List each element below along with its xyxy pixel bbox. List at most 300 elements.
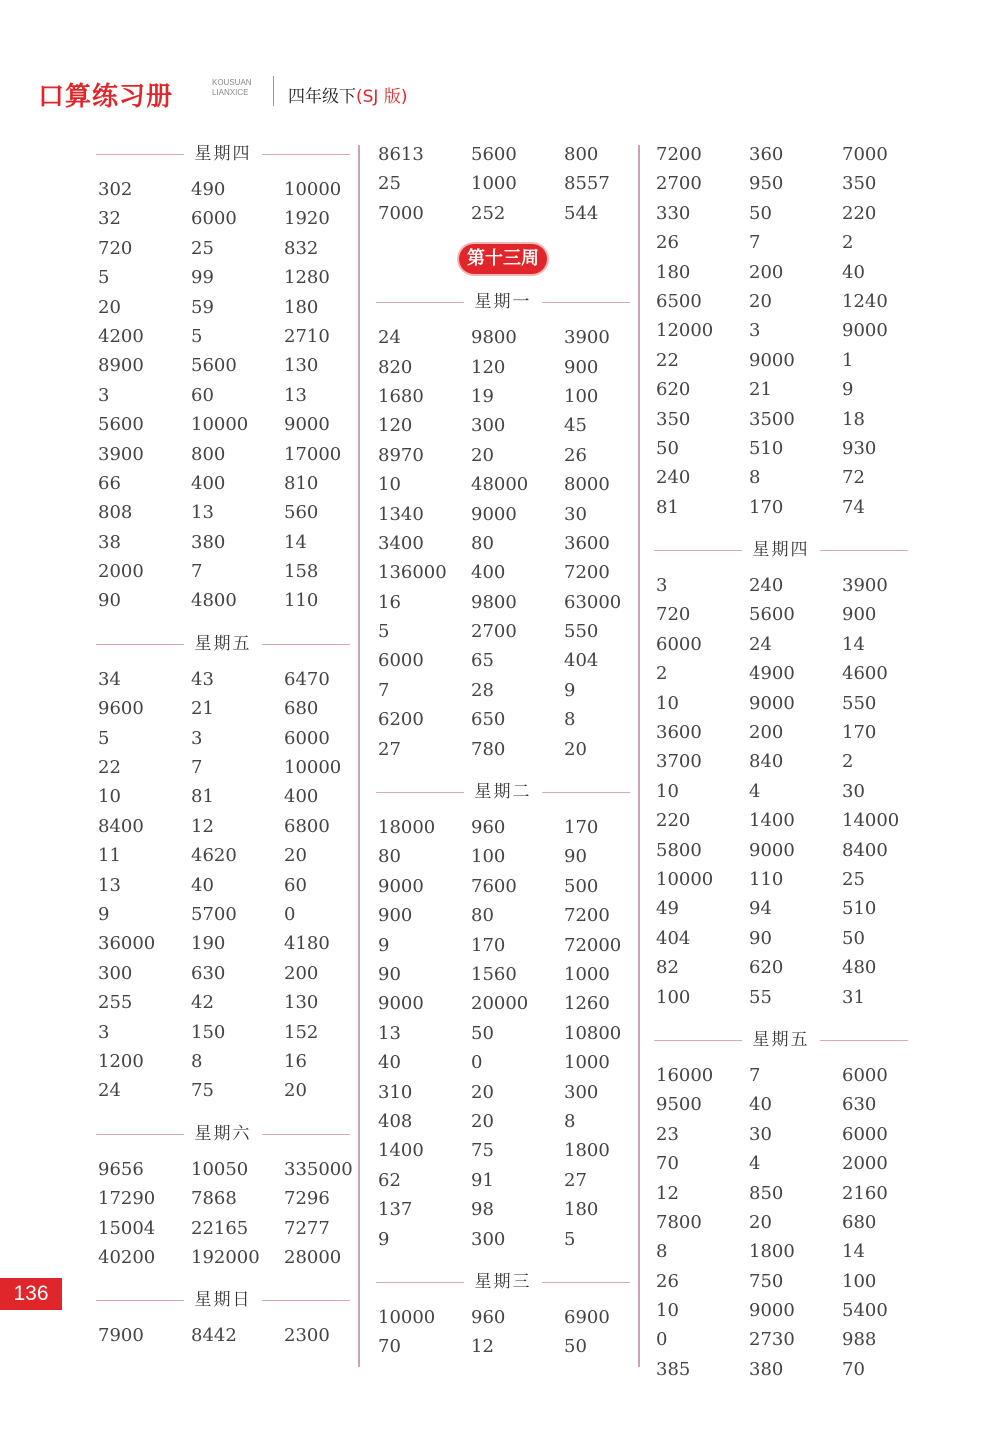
answer-cell: 7868 <box>191 1188 237 1210</box>
answer-cell: 560 <box>284 502 319 524</box>
answer-cell: 110 <box>284 590 319 612</box>
answer-row <box>650 924 912 953</box>
answer-cell: 28000 <box>284 1246 342 1268</box>
answer-cell: 18 <box>842 408 865 430</box>
answer-row <box>92 724 354 753</box>
answer-cell: 6900 <box>564 1306 610 1328</box>
answer-cell: 544 <box>564 202 599 224</box>
answer-cell: 20 <box>284 1080 307 1102</box>
answer-row <box>372 989 634 1018</box>
answer-cell: 90 <box>378 963 401 985</box>
answer-cell: 40 <box>378 1052 401 1074</box>
answer-row <box>92 1155 354 1184</box>
answer-cell: 120 <box>378 415 413 437</box>
day-heading-label: 星期四 <box>194 144 252 164</box>
day-heading <box>372 1268 634 1297</box>
answer-cell: 12000 <box>656 320 714 342</box>
answer-cell: 1680 <box>378 385 424 407</box>
answer-row <box>92 959 354 988</box>
answer-cell: 800 <box>191 443 226 465</box>
answer-row <box>650 865 912 894</box>
answer-cell: 50 <box>471 1022 494 1044</box>
answer-cell: 6470 <box>284 668 330 690</box>
answer-row <box>372 500 634 529</box>
answer-row <box>92 498 354 527</box>
answer-row <box>650 140 912 169</box>
answer-cell: 930 <box>842 437 877 459</box>
spacer <box>372 1254 634 1268</box>
answer-row <box>92 694 354 723</box>
answer-cell: 9600 <box>98 698 144 720</box>
answer-cell: 8613 <box>378 144 424 165</box>
answer-cell: 50 <box>564 1336 587 1358</box>
answer-cell: 7600 <box>471 875 517 897</box>
answer-cell: 23 <box>656 1123 679 1145</box>
day-heading-label: 星期五 <box>752 1029 810 1050</box>
answer-row <box>650 836 912 865</box>
answer-row <box>650 434 912 463</box>
answer-cell: 4900 <box>749 663 795 685</box>
answer-cell: 3 <box>98 1021 110 1043</box>
answer-cell: 680 <box>284 698 319 720</box>
answer-cell: 5 <box>98 267 110 289</box>
answer-cell: 4620 <box>191 845 237 867</box>
answer-cell: 330 <box>656 202 691 224</box>
answer-cell: 14000 <box>842 810 900 832</box>
answer-cell: 9 <box>378 934 390 956</box>
answer-row <box>372 735 634 764</box>
spacer <box>92 1106 354 1120</box>
answer-row <box>650 1296 912 1325</box>
answer-cell: 650 <box>471 709 506 731</box>
answer-cell: 16000 <box>656 1064 714 1086</box>
answer-cell: 14 <box>842 1241 865 1263</box>
answer-cell: 4600 <box>842 663 888 685</box>
answer-cell: 300 <box>564 1081 599 1103</box>
answer-row <box>650 1061 912 1090</box>
answer-cell: 1280 <box>284 267 330 289</box>
answer-cell: 180 <box>656 261 691 283</box>
answer-cell: 404 <box>656 927 691 949</box>
answer-cell: 900 <box>378 905 413 927</box>
answer-cell: 550 <box>564 621 599 643</box>
answer-row <box>650 983 912 1012</box>
answer-cell: 630 <box>842 1094 877 1116</box>
answer-row <box>650 1208 912 1237</box>
day-heading-label: 星期三 <box>474 1271 532 1292</box>
answer-cell: 9000 <box>749 692 795 714</box>
answer-row <box>372 199 634 228</box>
answer-cell: 1800 <box>749 1241 795 1263</box>
answer-row <box>372 1048 634 1077</box>
answer-cell: 4180 <box>284 933 330 955</box>
answer-cell: 10000 <box>284 179 342 200</box>
answer-cell: 25 <box>378 173 401 195</box>
answer-cell: 3 <box>98 384 110 406</box>
answer-cell: 8000 <box>564 474 610 496</box>
answer-cell: 90 <box>564 846 587 868</box>
answer-cell: 190 <box>191 933 226 955</box>
answer-cell: 300 <box>471 1228 506 1250</box>
answer-row <box>92 1047 354 1076</box>
answer-cell: 21 <box>191 698 214 720</box>
answer-cell: 6200 <box>378 709 424 731</box>
answer-cell: 2000 <box>842 1153 888 1175</box>
answer-cell: 5 <box>378 621 390 643</box>
day-heading-label: 星期四 <box>752 540 810 561</box>
answer-row <box>92 234 354 263</box>
answer-cell: 310 <box>378 1081 413 1103</box>
answer-cell: 5400 <box>842 1300 888 1322</box>
answer-cell: 22 <box>656 349 679 371</box>
grade-label <box>288 82 407 107</box>
day-heading <box>650 1026 912 1055</box>
answer-cell: 4 <box>749 1153 761 1175</box>
answer-cell: 240 <box>749 575 784 597</box>
answer-cell: 850 <box>749 1182 784 1204</box>
answer-cell: 1800 <box>564 1140 610 1162</box>
answer-cell: 7296 <box>284 1188 330 1210</box>
answer-row <box>650 806 912 835</box>
answer-cell: 32 <box>98 208 121 230</box>
day-heading-label: 星期日 <box>194 1290 252 1311</box>
answer-cell: 1000 <box>564 963 610 985</box>
answer-cell: 28 <box>471 679 494 701</box>
answer-row <box>650 747 912 776</box>
answer-row <box>372 1332 634 1361</box>
answer-cell: 5600 <box>749 604 795 626</box>
answer-cell: 100 <box>564 385 599 407</box>
answer-cell: 6000 <box>842 1123 888 1145</box>
answer-cell: 8900 <box>98 355 144 377</box>
answer-cell: 12 <box>656 1182 679 1204</box>
answer-cell: 2700 <box>656 173 702 195</box>
answer-cell: 1240 <box>842 290 888 312</box>
day-heading-label: 星期二 <box>474 782 532 803</box>
spacer <box>92 1351 354 1365</box>
answer-cell: 220 <box>656 810 691 832</box>
answer-cell: 900 <box>842 604 877 626</box>
answer-row <box>372 931 634 960</box>
brand-pinyin <box>212 78 272 98</box>
answer-cell: 7 <box>749 232 761 254</box>
answer-cell: 2 <box>842 232 854 254</box>
answer-row <box>372 1136 634 1165</box>
answer-cell: 2300 <box>284 1325 330 1347</box>
answer-cell: 20 <box>749 290 772 312</box>
answer-row <box>372 1078 634 1107</box>
answer-cell: 94 <box>749 898 772 920</box>
answer-cell: 810 <box>284 472 319 494</box>
answer-cell: 10 <box>656 1300 679 1322</box>
answer-cell: 3900 <box>842 575 888 597</box>
answer-row <box>372 1166 634 1195</box>
answer-cell: 170 <box>564 817 599 839</box>
answer-cell: 49 <box>656 898 679 920</box>
answer-cell: 26 <box>564 444 587 466</box>
answer-cell: 70 <box>842 1358 865 1380</box>
answer-row <box>650 689 912 718</box>
answer-cell: 3700 <box>656 751 702 773</box>
answer-row <box>92 1214 354 1243</box>
answer-cell: 43 <box>191 668 214 690</box>
answer-row <box>650 493 912 522</box>
day-heading <box>372 288 634 317</box>
answer-cell: 60 <box>191 384 214 406</box>
day-heading-label: 星期五 <box>194 633 252 654</box>
answer-row <box>372 813 634 842</box>
answer-row <box>92 204 354 233</box>
answer-cell: 9000 <box>471 503 517 525</box>
answer-cell: 6000 <box>656 633 702 655</box>
answer-cell: 99 <box>191 267 214 289</box>
answer-cell: 300 <box>98 962 133 984</box>
answer-cell: 3 <box>749 320 761 342</box>
answer-cell: 20 <box>564 738 587 760</box>
answer-cell: 0 <box>656 1329 668 1351</box>
answer-row <box>650 199 912 228</box>
answer-cell: 16 <box>284 1050 307 1072</box>
answer-cell: 10 <box>656 692 679 714</box>
answer-cell: 5600 <box>191 355 237 377</box>
answer-cell: 100 <box>656 986 691 1008</box>
answer-cell: 3600 <box>564 532 610 554</box>
answer-row <box>92 440 354 469</box>
answer-cell: 137 <box>378 1199 413 1221</box>
answer-cell: 300 <box>471 415 506 437</box>
answer-cell: 350 <box>842 173 877 195</box>
answer-cell: 0 <box>284 903 296 925</box>
answer-cell: 1000 <box>564 1052 610 1074</box>
answer-cell: 30 <box>564 503 587 525</box>
answer-cell: 404 <box>564 650 599 672</box>
answer-row <box>92 586 354 615</box>
answer-cell: 21 <box>749 379 772 401</box>
answer-cell: 40200 <box>98 1246 156 1268</box>
answer-cell: 2710 <box>284 325 330 347</box>
answer-cell: 620 <box>656 379 691 401</box>
answer-cell: 6000 <box>191 208 237 230</box>
day-heading-label: 星期六 <box>194 1123 252 1144</box>
answer-cell: 75 <box>471 1140 494 1162</box>
answer-cell: 65 <box>471 650 494 672</box>
answer-cell: 9800 <box>471 591 517 613</box>
answer-cell: 750 <box>749 1270 784 1292</box>
answer-cell: 80 <box>471 532 494 554</box>
answer-cell: 3900 <box>564 327 610 349</box>
answer-row <box>650 1179 912 1208</box>
answer-cell: 7000 <box>378 202 424 224</box>
answer-cell: 11 <box>98 845 121 867</box>
answer-cell: 13 <box>98 874 121 896</box>
answer-cell: 820 <box>378 356 413 378</box>
answer-cell: 385 <box>656 1358 691 1380</box>
answer-cell: 7 <box>191 757 203 779</box>
answer-row <box>650 894 912 923</box>
answer-row <box>372 441 634 470</box>
answer-cell: 400 <box>471 562 506 584</box>
answer-cell: 630 <box>191 962 226 984</box>
answer-cell: 7200 <box>656 144 702 165</box>
answer-cell: 8 <box>749 467 761 489</box>
answer-cell: 800 <box>564 144 599 165</box>
answer-cell: 20000 <box>471 993 529 1015</box>
answer-cell: 38 <box>98 531 121 553</box>
answer-row <box>650 287 912 316</box>
edition-text: (SJ 版) <box>356 87 408 107</box>
spacer <box>92 616 354 630</box>
answer-cell: 100 <box>471 846 506 868</box>
answer-cell: 7 <box>378 679 390 701</box>
answer-cell: 40 <box>842 261 865 283</box>
brand-title: 口算练习册 <box>38 82 174 112</box>
answer-row <box>650 953 912 982</box>
answer-cell: 3500 <box>749 408 795 430</box>
answer-cell: 48000 <box>471 474 529 496</box>
answer-cell: 7800 <box>656 1211 702 1233</box>
answer-row <box>92 410 354 439</box>
answer-cell: 7900 <box>98 1325 144 1347</box>
answer-cell: 5700 <box>191 903 237 925</box>
answer-cell: 60 <box>284 874 307 896</box>
page-number: 136 <box>0 1278 62 1310</box>
answer-cell: 24 <box>378 327 401 349</box>
grade-text: 四年级下 <box>288 87 356 107</box>
answer-cell: 380 <box>191 531 226 553</box>
answer-cell: 510 <box>749 437 784 459</box>
answer-cell: 170 <box>842 722 877 744</box>
answer-cell: 9000 <box>749 839 795 861</box>
answer-cell: 8 <box>564 709 576 731</box>
answer-cell: 150 <box>191 1021 226 1043</box>
answer-cell: 4200 <box>98 325 144 347</box>
answer-cell: 1200 <box>98 1050 144 1072</box>
answer-row <box>92 1321 354 1350</box>
answer-row <box>92 381 354 410</box>
answer-cell: 10 <box>378 474 401 496</box>
answer-row <box>372 872 634 901</box>
answer-cell: 510 <box>842 898 877 920</box>
answer-cell: 8 <box>191 1050 203 1072</box>
answer-cell: 70 <box>656 1153 679 1175</box>
answer-row <box>92 988 354 1017</box>
answer-cell: 72000 <box>564 934 622 956</box>
answer-cell: 50 <box>842 927 865 949</box>
answer-row <box>372 842 634 871</box>
answer-cell: 1560 <box>471 963 517 985</box>
answer-cell: 8400 <box>98 815 144 837</box>
answer-cell: 80 <box>471 905 494 927</box>
answer-cell: 20 <box>471 1110 494 1132</box>
answer-row <box>372 323 634 352</box>
answer-cell: 4800 <box>191 590 237 612</box>
answer-row <box>650 463 912 492</box>
answer-row <box>92 753 354 782</box>
answer-row <box>372 1303 634 1332</box>
answer-row <box>372 140 634 169</box>
answer-cell: 7 <box>749 1064 761 1086</box>
answer-cell: 90 <box>749 927 772 949</box>
answer-cell: 8 <box>656 1241 668 1263</box>
answer-row <box>92 469 354 498</box>
answer-cell: 12 <box>191 815 214 837</box>
answer-cell: 6500 <box>656 290 702 312</box>
answer-cell: 220 <box>842 202 877 224</box>
day-heading <box>372 778 634 807</box>
answer-cell: 2000 <box>98 561 144 583</box>
answer-cell: 81 <box>656 496 679 518</box>
answer-cell: 490 <box>191 179 226 200</box>
spacer <box>650 1012 912 1026</box>
answer-row <box>372 411 634 440</box>
answer-row <box>372 588 634 617</box>
answer-cell: 2 <box>656 663 668 685</box>
answer-row <box>650 169 912 198</box>
answer-cell: 19 <box>471 385 494 407</box>
answer-cell: 9 <box>98 903 110 925</box>
answer-cell: 7277 <box>284 1217 330 1239</box>
answer-cell: 24 <box>98 1080 121 1102</box>
answer-cell: 400 <box>284 786 319 808</box>
answer-cell: 8970 <box>378 444 424 466</box>
answer-cell: 8 <box>564 1110 576 1132</box>
answer-cell: 14 <box>842 633 865 655</box>
answer-cell: 9500 <box>656 1094 702 1116</box>
answer-row <box>92 322 354 351</box>
answer-cell: 1000 <box>471 173 517 195</box>
answer-cell: 9000 <box>749 349 795 371</box>
answer-cell: 680 <box>842 1211 877 1233</box>
header-divider <box>273 76 274 106</box>
answer-cell: 120 <box>471 356 506 378</box>
answer-cell: 170 <box>471 934 506 956</box>
answer-cell: 91 <box>471 1169 494 1191</box>
answer-row <box>92 293 354 322</box>
answer-cell: 20 <box>471 444 494 466</box>
answer-cell: 200 <box>749 261 784 283</box>
answer-cell: 500 <box>564 875 599 897</box>
answer-cell: 6000 <box>842 1064 888 1086</box>
answer-cell: 2160 <box>842 1182 888 1204</box>
answer-cell: 81 <box>191 786 214 808</box>
day-heading <box>92 140 354 169</box>
answer-cell: 20 <box>471 1081 494 1103</box>
day-heading <box>92 630 354 659</box>
answer-cell: 136000 <box>378 562 447 584</box>
answer-cell: 480 <box>842 957 877 979</box>
answer-cell: 22 <box>98 757 121 779</box>
answer-row <box>92 841 354 870</box>
answer-cell: 5800 <box>656 839 702 861</box>
answer-row <box>650 1120 912 1149</box>
answer-cell: 152 <box>284 1021 319 1043</box>
answer-cell: 12 <box>471 1336 494 1358</box>
answer-cell: 10800 <box>564 1022 622 1044</box>
answer-cell: 27 <box>378 738 401 760</box>
answer-row <box>92 351 354 380</box>
answer-cell: 17290 <box>98 1188 156 1210</box>
answer-cell: 5 <box>564 1228 576 1250</box>
answer-cell: 1400 <box>749 810 795 832</box>
answer-row <box>92 557 354 586</box>
answer-row <box>92 263 354 292</box>
answer-cell: 9 <box>842 379 854 401</box>
answer-row <box>372 617 634 646</box>
answer-cell: 9000 <box>284 414 330 436</box>
answer-cell: 26 <box>656 232 679 254</box>
answer-cell: 720 <box>98 237 133 259</box>
answer-cell: 900 <box>564 356 599 378</box>
